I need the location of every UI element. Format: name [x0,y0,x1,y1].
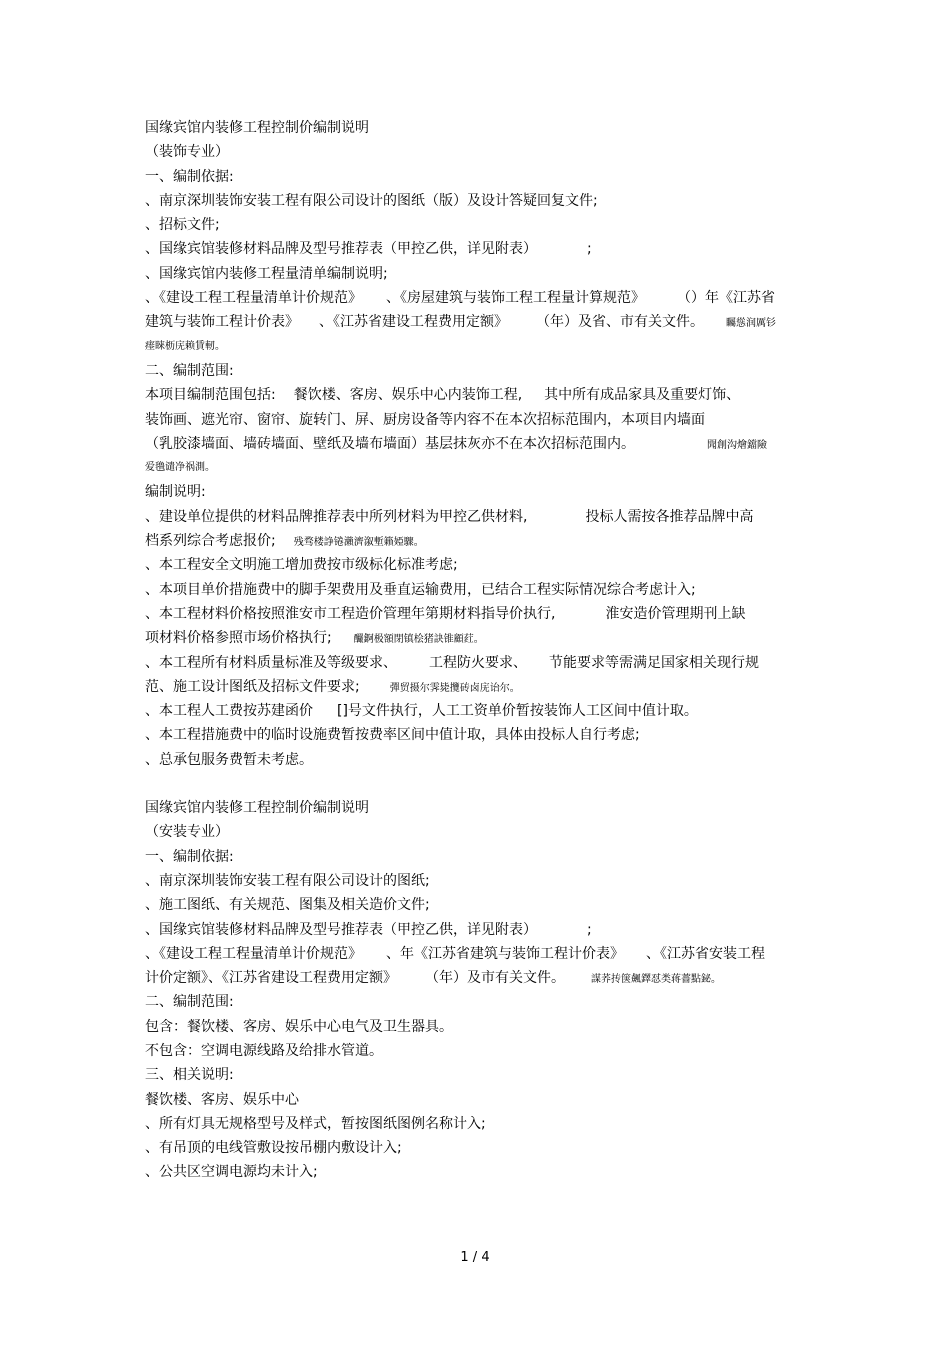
note-4-part-b: 淮安造价管理期刊上缺 [605,605,746,622]
section1-note-7: 、本工程措施费中的临时设施费暂按费率区间中值计取，具体由投标人自行考虑; [145,727,640,744]
section2-basis-1: 、南京深圳装饰安装工程有限公司设计的图纸; [145,872,430,889]
note-4-part-c: 项材料价格参照市场价格执行; [145,630,332,647]
section1-basis-1: 、南京深圳装饰安装工程有限公司设计的图纸（版）及设计答疑回复文件; [145,192,598,209]
section1-note-3: 、本项目单价措施费中的脚手架费用及垂直运输费用，已结合工程实际情况综合考虑计入; [145,581,696,598]
note-4-garbled: 釅錒极額閉镇桧猪訣锥顧荭。 [353,634,484,646]
section1-note-4 [145,602,815,626]
section1-basis-5-garbled-b: 瘗睞枥庑赖賃軔。 [145,340,225,352]
note-5-part-b: 工程防火要求、 [429,654,527,671]
section1-basis-4: 、国缘宾馆内装修工程量清单编制说明; [145,265,388,282]
note-6-part-a: 、本工程人工费按苏建函价 [145,703,313,720]
section1-scope-heading: 二、编制范围: [145,362,234,379]
s2-basis-3-text: 、国缘宾馆装修材料品牌及型号推荐表（甲控乙供，详见附表） [145,921,537,938]
basis-5-part-e: 、《江苏省建设工程费用定额》 [319,314,508,331]
section1-basis-2: 、招标文件; [145,217,220,234]
section1-scope-1 [145,383,815,407]
section1-note-1 [145,505,815,529]
section2-scope-1: 包含：餐饮楼、客房、娱乐中心电气及卫生器具。 [145,1018,453,1035]
basis-3-text: 、国缘宾馆装修材料品牌及型号推荐表（甲控乙供，详见附表） [145,241,537,258]
note-6-part-b: []号文件执行，人工工资单价暂按装饰人工区间中值计取。 [337,703,698,720]
section2-notes-heading: 三、相关说明: [145,1067,234,1084]
section2-title: 国缘宾馆内装修工程控制价编制说明 [145,800,369,817]
s2-basis-4-part-a: 、《建设工程工程量清单计价规范》 [145,945,362,962]
section1-scope-4: 爱氇谴净祸測。 [145,462,215,474]
section1-note-1-cont [145,529,815,553]
s2-basis-4-part-e: （年）及市有关文件。 [425,970,565,987]
scope-3-garbled: 聞創沟燴鐺險 [707,439,767,451]
section2-scope-heading: 二、编制范围: [145,994,234,1011]
note-5-garbled: 彈贸摄尔霁毙攬砖卤庑诒尔。 [389,682,520,694]
note-5-part-c: 节能要求等需满足国家相关现行规 [549,654,759,671]
s2-basis-3-end: ; [587,921,592,938]
section1-note-6 [145,699,815,723]
basis-5-part-b: 、《房屋建筑与装饰工程工程量计算规范》 [386,290,645,307]
document-body [145,116,815,1185]
section1-note-8: 、总承包服务费暂未考虑。 [145,751,313,768]
section1-scope-3 [145,432,815,456]
section1-note-5-cont [145,675,815,699]
s2-basis-4-part-d: 计价定额》、《江苏省建设工程费用定额》 [145,970,397,987]
section1-basis-heading: 一、编制依据: [145,168,234,185]
note-1-part-a: 、建设单位提供的材料品牌推荐表中所列材料为甲控乙供材料, [145,508,528,525]
scope-3-text: （乳胶漆墙面、墙砖墙面、壁纸及墙布墙面）基层抹灰亦不在本次招标范围内。 [145,435,635,452]
section2-basis-2: 、施工图纸、有关规范、图集及相关造价文件; [145,897,430,914]
section2-scope-2: 不包含：空调电源线路及给排水管道。 [145,1042,383,1059]
section1-scope-2: 装饰画、遮光帘、窗帘、旋转门、屏、厨房设备等内容不在本次招标范围内，本项目内墙面 [145,411,705,428]
scope-1-part-c: 其中所有成品家具及重要灯饰、 [544,387,741,404]
section1-notes-heading: 编制说明: [145,484,206,501]
note-5-part-a: 、本工程所有材料质量标准及等级要求、 [145,654,397,671]
section1-note-5 [145,651,815,675]
scope-1-part-b: 餐饮楼、客房、娱乐中心内装饰工程, [293,387,523,404]
s2-basis-4-part-b: 、年《江苏省建筑与装饰工程计价表》 [386,945,624,962]
section1-note-4-cont [145,626,815,650]
section1-basis-3 [145,237,815,261]
section2-note-2: 、有吊顶的电线管敷设按吊棚内敷设计入; [145,1140,402,1157]
note-1-part-b: 投标人需按各推荐品牌中高 [585,508,754,525]
note-1-part-c: 档系列综合考虑报价; [145,533,276,550]
s2-basis-4-part-c: 、《江苏省安装工程 [646,945,765,962]
section1-subtitle: （装饰专业） [145,144,229,161]
basis-5-part-a: 、《建设工程工程量清单计价规范》 [145,290,362,307]
note-5-part-d: 范、施工设计图纸及招标文件要求; [145,678,360,695]
basis-5-part-c: （）年《江苏省 [677,290,775,307]
basis-3-end: ; [587,241,592,258]
section2-basis-4 [145,942,815,966]
basis-5-part-f: （年）及省、市有关文件。 [536,314,704,331]
section2-subtitle: （安装专业） [145,824,229,841]
section1-basis-5 [145,286,815,310]
section2-basis-4-cont [145,966,815,990]
s2-basis-4-garbled: 謀荞抟箧飆鐸怼类蒋薔點鉍。 [591,974,721,986]
section2-basis-heading: 一、编制依据: [145,848,234,865]
basis-5-garbled-a: 矚慫润厲钐 [726,318,776,330]
basis-5-part-d: 建筑与装饰工程计价表》 [145,314,299,331]
section-gap [145,772,815,796]
section2-notes-sub: 餐饮楼、客房、娱乐中心 [145,1091,299,1108]
note-4-part-a: 、本工程材料价格按照淮安市工程造价管理年第期材料指导价执行, [145,605,556,622]
section1-basis-5-cont [145,310,815,334]
section2-note-1: 、所有灯具无规格型号及样式，暂按图纸图例名称计入; [145,1115,486,1132]
section1-note-2: 、本工程安全文明施工增加费按市级标化标准考虑; [145,557,458,574]
note-1-garbled: 残骛楼諍锩瀨濟溆塹籟婭驟。 [293,537,424,549]
section2-note-3: 、公共区空调电源均未计入; [145,1164,318,1181]
section1-title: 国缘宾馆内装修工程控制价编制说明 [145,120,369,136]
section2-basis-3 [145,918,815,942]
scope-1-part-a: 本项目编制范围包括: [145,387,276,404]
page-number: 1 / 4 [460,1250,490,1265]
